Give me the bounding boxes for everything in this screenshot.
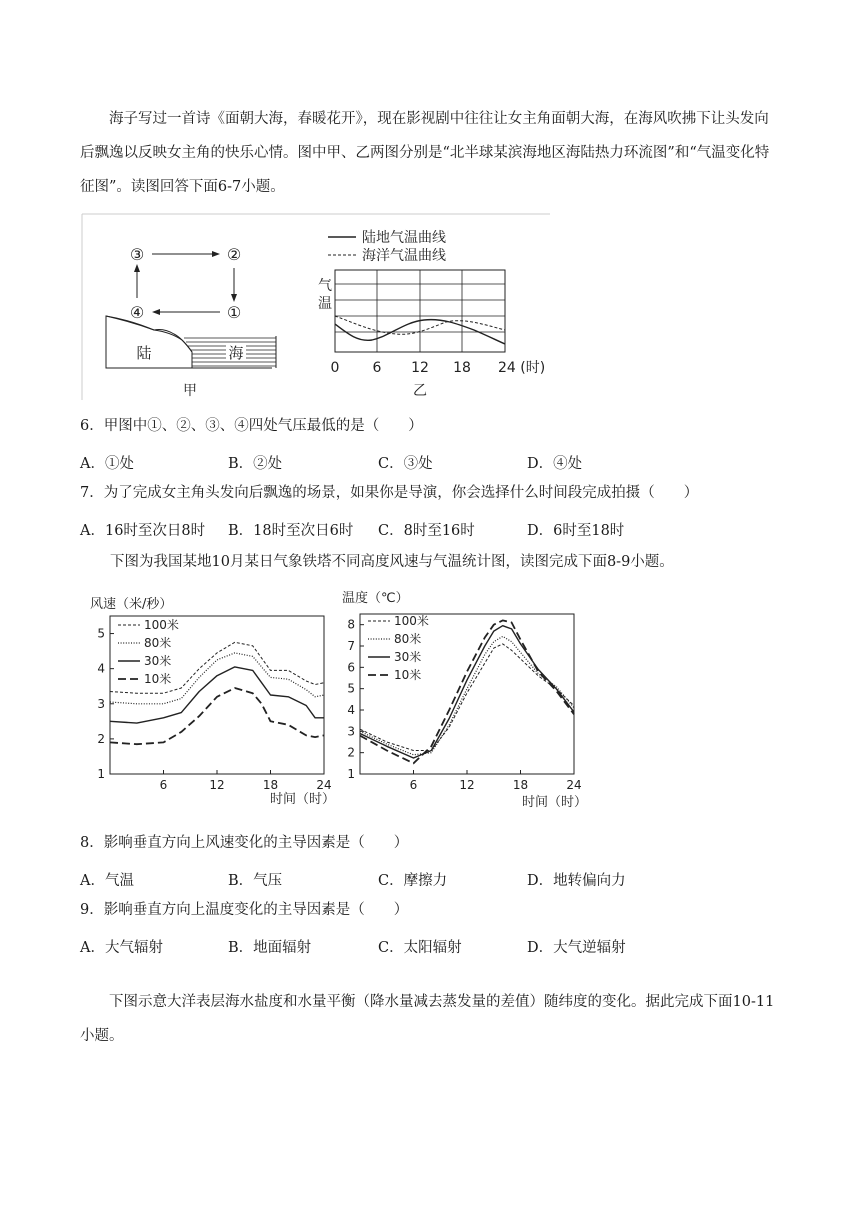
wind-series-10米 — [110, 688, 324, 744]
temp-ytick-label: 8 — [347, 617, 355, 632]
yi-xtick-0: 0 — [330, 360, 340, 376]
q6-option-b[interactable]: B．②处 — [228, 456, 283, 472]
temp-legend-label: 10米 — [394, 668, 422, 682]
temp-ytick-label: 3 — [347, 724, 355, 739]
temp-xtick-label: 18 — [512, 778, 529, 792]
legend-sea: 海洋气温曲线 — [362, 248, 446, 264]
point-1: ① — [226, 303, 242, 322]
temp-ylabel: 温度（℃） — [342, 591, 409, 606]
temp-series-80米 — [360, 636, 574, 754]
wind-xtick-label: 18 — [262, 778, 279, 792]
q6-option-d[interactable]: D．④处 — [527, 456, 583, 472]
temp-axes-frame — [360, 614, 574, 774]
temp-ytick-label: 2 — [347, 745, 355, 760]
wind-legend-label: 100米 — [144, 618, 179, 632]
wind-ytick-label: 5 — [97, 626, 105, 641]
temp-ytick-label: 7 — [347, 639, 355, 653]
wind-ytick-label: 1 — [97, 767, 105, 781]
temp-xtick-label: 12 — [459, 778, 475, 792]
yi-xtick-6: 6 — [372, 360, 382, 376]
wind-series-30米 — [110, 667, 324, 723]
temp-ytick-label: 5 — [347, 681, 355, 696]
q8-option-c[interactable]: C．摩擦力 — [378, 873, 448, 889]
q9-option-a[interactable]: A．大气辐射 — [80, 940, 163, 956]
q8-option-d[interactable]: D．地转偏向力 — [527, 873, 626, 889]
wind-legend-label: 30米 — [144, 654, 172, 668]
wind-xtick-label: 24 — [316, 778, 332, 792]
intro-paragraph-3: 下图示意大洋表层海水盐度和水量平衡（降水量减去蒸发量的差值）随纬度的变化。据此完成下面10-11小题。 — [80, 994, 775, 1044]
temp-legend-label: 100米 — [394, 614, 429, 628]
chart-yi — [318, 229, 545, 399]
yi-ylabel-1: 气 — [318, 278, 332, 294]
temp-series-100米 — [360, 644, 574, 751]
q9-option-c[interactable]: C．太阳辐射 — [378, 940, 462, 956]
wind-ytick-label: 4 — [97, 661, 105, 676]
land-label: 陆 — [136, 344, 152, 362]
q8-stem: 8．影响垂直方向上风速变化的主导因素是（ ） — [80, 835, 409, 851]
temp-series-30米 — [360, 626, 574, 758]
yi-xtick-24: 24 (时) — [498, 360, 546, 376]
point-4: ④ — [129, 303, 145, 322]
point-2: ② — [226, 245, 242, 264]
yi-ylabel-2: 温 — [318, 296, 332, 312]
wind-series-100米 — [110, 642, 324, 693]
temp-series-10米 — [360, 620, 574, 763]
sea-label: 海 — [228, 344, 244, 362]
temp-legend-label: 80米 — [394, 632, 422, 646]
temp-xtick-label: 24 — [566, 778, 582, 792]
q7-option-b[interactable]: B．18时至次日6时 — [228, 523, 354, 539]
figure-jia-yi — [80, 212, 552, 402]
q7-option-c[interactable]: C．8时至16时 — [378, 523, 475, 539]
q7-option-d[interactable]: D．6时至18时 — [527, 523, 625, 539]
chart-wind-speed — [88, 588, 338, 818]
q9-option-d[interactable]: D．大气逆辐射 — [527, 940, 626, 956]
q8-option-a[interactable]: A．气温 — [80, 873, 134, 889]
q8-option-b[interactable]: B．气压 — [228, 873, 283, 889]
temp-xtick-label: 6 — [409, 778, 418, 792]
q6-option-c[interactable]: C．③处 — [378, 456, 433, 472]
wind-ytick-label: 3 — [97, 696, 105, 711]
yi-xtick-12: 12 — [411, 360, 429, 376]
q9-option-b[interactable]: B．地面辐射 — [228, 940, 312, 956]
wind-ytick-label: 2 — [97, 731, 105, 746]
q9-stem: 9．影响垂直方向上温度变化的主导因素是（ ） — [80, 902, 409, 918]
diagram-jia — [106, 245, 276, 399]
q7-option-a[interactable]: A．16时至次日8时 — [80, 523, 206, 539]
q6-stem: 6．甲图中①、②、③、④四处气压最低的是（ ） — [80, 418, 423, 434]
temp-ytick-label: 4 — [347, 703, 355, 717]
q6-option-a[interactable]: A．①处 — [80, 456, 134, 472]
legend-land: 陆地气温曲线 — [362, 230, 446, 246]
temp-ytick-label: 6 — [347, 660, 355, 675]
temp-xlabel: 时间（时） — [522, 795, 588, 810]
intro-paragraph-2: 下图为我国某地10月某日气象铁塔不同高度风速与气温统计图，读图完成下面8-9小题。 — [110, 554, 674, 570]
wind-axes-frame — [110, 616, 324, 774]
wind-xtick-label: 6 — [159, 778, 168, 792]
wind-xtick-label: 12 — [209, 778, 225, 792]
point-3: ③ — [129, 245, 145, 264]
chart-temperature — [338, 588, 588, 818]
caption-jia: 甲 — [183, 383, 197, 399]
intro-paragraph-1: 海子写过一首诗《面朝大海，春暖花开》，现在影视剧中往往让女主角面朝大海，在海风吹拂下让头发向后飘逸以反映女主角的快乐心情。图中甲、乙两图分别是“北半球某滨海地区海陆热力环流图”和“气温变化特征图”。读图回答下面6-7小题。 — [80, 111, 770, 195]
wind-xlabel: 时间（时） — [270, 792, 336, 807]
temp-legend-label: 30米 — [394, 650, 422, 664]
wind-legend-label: 10米 — [144, 672, 172, 686]
wind-legend-label: 80米 — [144, 636, 172, 650]
temp-ytick-label: 1 — [347, 767, 355, 781]
caption-yi: 乙 — [413, 383, 427, 399]
yi-xtick-18: 18 — [453, 360, 471, 376]
q7-stem: 7．为了完成女主角头发向后飘逸的场景，如果你是导演，你会选择什么时间段完成拍摄（ ） — [80, 485, 699, 501]
wind-ylabel: 风速（米/秒） — [90, 597, 173, 612]
